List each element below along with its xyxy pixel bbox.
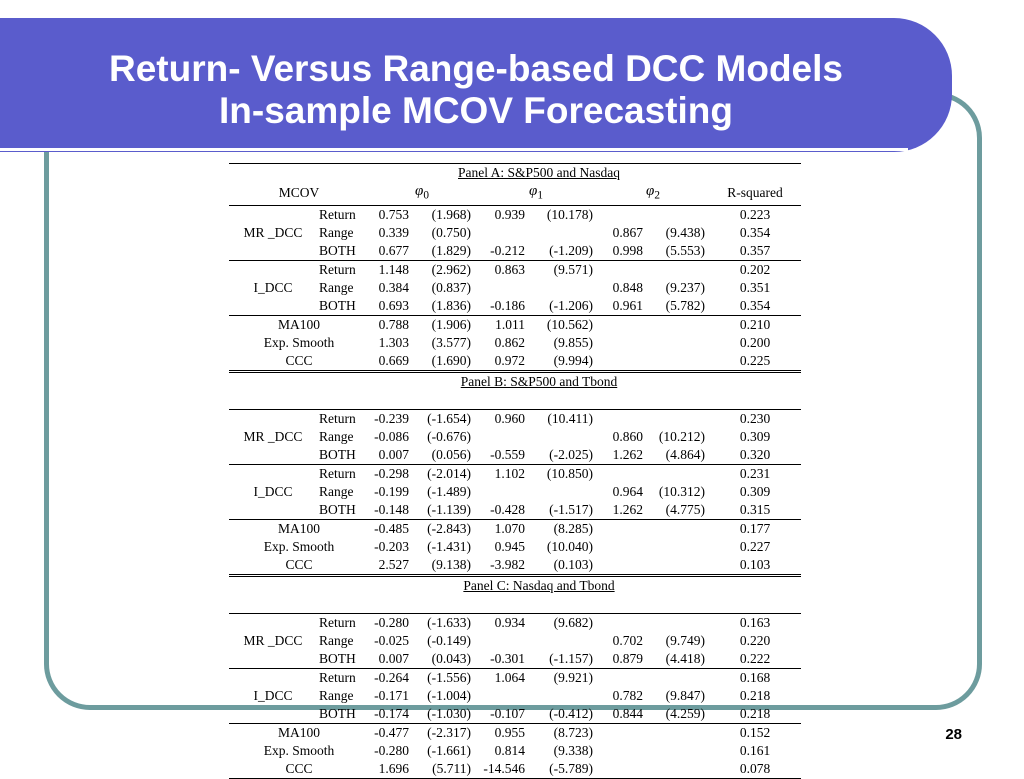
- coefficient-cell: (0.750): [431, 224, 471, 240]
- coefficient-cell: 0.007: [378, 446, 409, 462]
- sub-model-label: Range: [319, 483, 354, 499]
- r-squared-cell: 0.222: [739, 650, 771, 666]
- table-row: [229, 519, 801, 538]
- empty-cell: [597, 742, 647, 760]
- coefficient-cell: [647, 260, 709, 279]
- phi1-subscript: 1: [537, 189, 543, 202]
- sub-model-label: Range: [319, 632, 354, 648]
- r-squared-cell: 0.231: [709, 464, 801, 483]
- coefficient-cell: (0.056): [431, 446, 471, 462]
- empty-cell: [597, 538, 647, 556]
- coefficient-cell: -0.301: [490, 650, 525, 666]
- coefficient-cell: (-1.004): [427, 687, 471, 703]
- r-squared-cell: 0.309: [739, 428, 771, 444]
- coefficient-cell: (0.103): [553, 556, 593, 572]
- coefficient-cell: (8.723): [529, 723, 597, 742]
- coefficient-cell: (5.782): [665, 297, 705, 313]
- empty-cell: [597, 334, 647, 352]
- coefficient-cell: 0.677: [378, 242, 409, 258]
- mcov-header: [229, 391, 369, 410]
- coefficient-cell: (8.285): [529, 519, 597, 538]
- coefficient-cell: 0.782: [612, 687, 643, 703]
- coefficient-cell: 0.998: [612, 242, 643, 258]
- coefficient-cell: -0.264: [369, 668, 413, 687]
- sub-model-label: Range: [319, 279, 354, 295]
- coefficient-cell: 1.070: [475, 519, 529, 538]
- coefficient-cell: (-1.654): [413, 409, 475, 428]
- coefficient-cell: (5.711): [413, 760, 475, 779]
- coefficient-cell: (-2.843): [413, 519, 475, 538]
- table-row: [229, 538, 801, 556]
- panel-title: Panel B: S&P500 and Tbond: [369, 371, 709, 391]
- coefficient-cell: (4.775): [665, 501, 705, 517]
- sub-model-label: Return: [317, 668, 369, 687]
- coefficient-cell: -0.239: [369, 409, 413, 428]
- empty-cell: [597, 519, 647, 538]
- page-number: 28: [945, 726, 962, 743]
- phi1-symbol: φ: [529, 183, 538, 199]
- table-row: [229, 760, 801, 779]
- coefficient-cell: -0.477: [369, 723, 413, 742]
- mcov-header: MCOV: [278, 185, 320, 201]
- coefficient-cell: (9.682): [529, 613, 597, 632]
- coefficient-cell: 0.753: [369, 205, 413, 224]
- r-squared-cell: 0.354: [739, 297, 771, 313]
- coefficient-cell: (-0.676): [427, 428, 471, 444]
- model-label: CCC: [285, 352, 313, 368]
- empty-cell: [647, 352, 709, 372]
- coefficient-cell: 1.696: [369, 760, 413, 779]
- coefficient-cell: 0.945: [494, 538, 525, 554]
- r-squared-cell: 0.357: [739, 242, 771, 258]
- phi2-header: [597, 391, 709, 410]
- coefficient-cell: -0.203: [374, 538, 409, 554]
- coefficient-cell: (5.553): [665, 242, 705, 258]
- r-squared-cell: 0.225: [739, 352, 771, 368]
- phi2-header: [597, 595, 709, 614]
- coefficient-cell: [475, 687, 529, 705]
- coefficient-cell: -0.174: [374, 705, 409, 721]
- column-header-row: [229, 391, 801, 410]
- panel-title: Panel A: S&P500 and Nasdaq: [369, 164, 709, 183]
- table-row: [229, 352, 801, 372]
- coefficient-cell: 0.384: [378, 279, 409, 295]
- coefficient-cell: -0.280: [374, 742, 409, 758]
- coefficient-cell: -0.212: [490, 242, 525, 258]
- coefficient-cell: (9.571): [529, 260, 597, 279]
- phi0-header: [369, 182, 475, 205]
- r-squared-cell: 0.210: [709, 315, 801, 334]
- coefficient-cell: [529, 428, 597, 446]
- model-label: CCC: [229, 760, 369, 779]
- model-group-label: MR _DCC: [229, 205, 317, 260]
- coefficient-cell: [597, 613, 647, 632]
- coefficient-cell: [529, 224, 597, 242]
- r-squared-cell: 0.309: [739, 483, 771, 499]
- table-row: [229, 742, 801, 760]
- phi1-header: [475, 595, 597, 614]
- model-label: Exp. Smooth: [263, 742, 335, 758]
- model-label: Exp. Smooth: [263, 538, 335, 554]
- model-label: Exp. Smooth: [263, 334, 335, 350]
- empty-cell: [647, 519, 709, 538]
- coefficient-cell: (-1.633): [413, 613, 475, 632]
- empty-cell: [597, 352, 647, 372]
- coefficient-cell: (9.138): [431, 556, 471, 572]
- coefficient-cell: (-5.789): [529, 760, 597, 779]
- coefficient-cell: -0.485: [369, 519, 413, 538]
- empty-cell: [709, 164, 801, 183]
- table-row: [229, 668, 801, 687]
- empty-cell: [597, 760, 647, 779]
- model-group-label: MR _DCC: [229, 409, 317, 464]
- model-label: CCC: [285, 556, 313, 572]
- coefficient-cell: [597, 205, 647, 224]
- coefficient-cell: (10.850): [529, 464, 597, 483]
- coefficient-cell: [529, 687, 597, 705]
- title-banner: [0, 18, 952, 152]
- r-squared-cell: 0.161: [739, 742, 771, 758]
- coefficient-cell: (0.837): [431, 279, 471, 295]
- empty-cell: [647, 742, 709, 760]
- coefficient-cell: [647, 409, 709, 428]
- title-line-1: Return- Versus Range-based DCC Models: [109, 48, 843, 89]
- coefficient-cell: (10.562): [529, 315, 597, 334]
- r-squared-header: [709, 595, 801, 614]
- coefficient-cell: (-1.206): [549, 297, 593, 313]
- phi2-symbol: φ: [646, 183, 655, 199]
- coefficient-cell: [475, 632, 529, 650]
- r-squared-cell: 0.078: [709, 760, 801, 779]
- coefficient-cell: (-1.489): [427, 483, 471, 499]
- coefficient-cell: 0.814: [494, 742, 525, 758]
- coefficient-cell: (-2.317): [413, 723, 475, 742]
- empty-cell: [647, 556, 709, 576]
- phi1-header: [475, 391, 597, 410]
- coefficient-cell: -0.428: [490, 501, 525, 517]
- coefficient-cell: (-1.517): [549, 501, 593, 517]
- table-row: [229, 556, 801, 576]
- phi0-symbol: φ: [415, 183, 424, 199]
- coefficient-cell: 0.879: [612, 650, 643, 666]
- empty-cell: [597, 315, 647, 334]
- coefficient-cell: -0.086: [374, 428, 409, 444]
- coefficient-cell: (3.577): [431, 334, 471, 350]
- coefficient-cell: -0.199: [374, 483, 409, 499]
- coefficient-cell: [475, 483, 529, 501]
- coefficient-cell: [647, 613, 709, 632]
- coefficient-cell: [597, 464, 647, 483]
- phi2-subscript: 2: [654, 189, 660, 202]
- model-group-label: MR _DCC: [229, 613, 317, 668]
- sub-model-label: Return: [317, 464, 369, 483]
- table-row: [229, 260, 801, 279]
- coefficient-cell: 0.788: [369, 315, 413, 334]
- phi0-subscript: 0: [423, 189, 429, 202]
- panel-title: Panel C: Nasdaq and Tbond: [369, 575, 709, 595]
- coefficient-cell: [647, 668, 709, 687]
- coefficient-cell: (-1.661): [427, 742, 471, 758]
- coefficient-cell: (1.906): [413, 315, 475, 334]
- coefficient-cell: (-1.030): [427, 705, 471, 721]
- coefficient-cell: (9.921): [529, 668, 597, 687]
- sub-model-label: Return: [317, 613, 369, 632]
- title-underline: [0, 148, 908, 151]
- coefficient-cell: 1.262: [612, 446, 643, 462]
- coefficient-cell: (10.212): [658, 428, 705, 444]
- empty-cell: [647, 315, 709, 334]
- panel-title-row: [229, 371, 801, 391]
- empty-cell: [229, 371, 369, 391]
- coefficient-cell: (4.259): [665, 705, 705, 721]
- coefficient-cell: 0.867: [612, 224, 643, 240]
- sub-model-label: BOTH: [319, 297, 356, 313]
- table-row: [229, 205, 801, 224]
- coefficient-cell: (-1.209): [549, 242, 593, 258]
- coefficient-cell: 1.148: [369, 260, 413, 279]
- title-line-2: In-sample MCOV Forecasting: [219, 90, 733, 131]
- coefficient-cell: (1.836): [431, 297, 471, 313]
- coefficient-cell: 1.303: [378, 334, 409, 350]
- coefficient-cell: -0.186: [490, 297, 525, 313]
- empty-cell: [647, 538, 709, 556]
- empty-cell: [647, 334, 709, 352]
- coefficient-cell: [529, 632, 597, 650]
- sub-model-label: Range: [319, 687, 354, 703]
- panel-title-row: [229, 575, 801, 595]
- coefficient-cell: [529, 483, 597, 501]
- coefficient-cell: (9.338): [553, 742, 593, 758]
- coefficient-cell: 0.848: [612, 279, 643, 295]
- r-squared-cell: 0.163: [709, 613, 801, 632]
- coefficient-cell: (-1.157): [549, 650, 593, 666]
- coefficient-cell: (9.847): [665, 687, 705, 703]
- sub-model-label: BOTH: [319, 501, 356, 517]
- coefficient-cell: -0.171: [374, 687, 409, 703]
- coefficient-cell: (-2.025): [549, 446, 593, 462]
- r-squared-cell: 0.177: [709, 519, 801, 538]
- r-squared-header: R-squared: [727, 185, 783, 201]
- sub-model-label: Range: [319, 224, 354, 240]
- coefficient-cell: (1.829): [431, 242, 471, 258]
- r-squared-cell: 0.218: [739, 705, 771, 721]
- coefficient-cell: (1.690): [431, 352, 471, 368]
- coefficient-cell: (9.855): [553, 334, 593, 350]
- coefficient-cell: (9.994): [553, 352, 593, 368]
- r-squared-cell: 0.152: [709, 723, 801, 742]
- coefficient-cell: [475, 279, 529, 297]
- coefficient-cell: 0.669: [378, 352, 409, 368]
- coefficient-cell: (9.237): [665, 279, 705, 295]
- coefficient-cell: (10.040): [546, 538, 593, 554]
- coefficient-cell: 1.064: [475, 668, 529, 687]
- model-label: MA100: [229, 519, 369, 538]
- coefficient-cell: [597, 668, 647, 687]
- coefficient-cell: (-2.014): [413, 464, 475, 483]
- r-squared-cell: 0.354: [739, 224, 771, 240]
- coefficient-cell: -0.148: [374, 501, 409, 517]
- coefficient-cell: 2.527: [378, 556, 409, 572]
- sub-model-label: Range: [319, 428, 354, 444]
- coefficient-cell: 0.955: [475, 723, 529, 742]
- coefficient-cell: (10.312): [658, 483, 705, 499]
- coefficient-cell: 1.011: [475, 315, 529, 334]
- r-squared-cell: 0.168: [709, 668, 801, 687]
- coefficient-cell: (-0.412): [549, 705, 593, 721]
- r-squared-cell: 0.200: [739, 334, 771, 350]
- empty-cell: [229, 164, 369, 183]
- coefficient-cell: (-0.149): [427, 632, 471, 648]
- coefficient-cell: [475, 428, 529, 446]
- coefficient-cell: (4.418): [665, 650, 705, 666]
- table-row: [229, 723, 801, 742]
- phi2-header: [597, 182, 709, 205]
- sub-model-label: BOTH: [319, 242, 356, 258]
- coefficient-cell: (10.411): [529, 409, 597, 428]
- coefficient-cell: -0.298: [369, 464, 413, 483]
- empty-cell: [647, 760, 709, 779]
- coefficient-cell: [597, 409, 647, 428]
- coefficient-cell: 0.960: [475, 409, 529, 428]
- sub-model-label: Return: [317, 260, 369, 279]
- coefficient-cell: [597, 260, 647, 279]
- column-header-row: [229, 182, 801, 205]
- coefficient-cell: (9.749): [665, 632, 705, 648]
- empty-cell: [597, 556, 647, 576]
- r-squared-cell: 0.315: [739, 501, 771, 517]
- r-squared-cell: 0.320: [739, 446, 771, 462]
- coefficient-cell: (-1.139): [427, 501, 471, 517]
- coefficient-cell: [475, 224, 529, 242]
- r-squared-cell: 0.230: [709, 409, 801, 428]
- r-squared-cell: 0.218: [739, 687, 771, 703]
- coefficient-cell: 1.262: [612, 501, 643, 517]
- phi0-header: [369, 391, 475, 410]
- coefficient-cell: [647, 205, 709, 224]
- panel-title-row: [229, 164, 801, 183]
- r-squared-cell: 0.223: [709, 205, 801, 224]
- r-squared-cell: 0.103: [739, 556, 771, 572]
- coefficient-cell: (1.968): [413, 205, 475, 224]
- table-row: [229, 613, 801, 632]
- coefficient-cell: 0.863: [475, 260, 529, 279]
- coefficient-cell: (9.438): [665, 224, 705, 240]
- coefficient-cell: 0.693: [378, 297, 409, 313]
- mcov-table-body: [229, 164, 801, 779]
- coefficient-cell: -0.559: [490, 446, 525, 462]
- phi0-header: [369, 595, 475, 614]
- empty-cell: [709, 575, 801, 595]
- mcov-header: [229, 595, 369, 614]
- coefficient-cell: 0.702: [612, 632, 643, 648]
- coefficient-cell: -0.107: [490, 705, 525, 721]
- table-row: [229, 334, 801, 352]
- model-label: MA100: [229, 315, 369, 334]
- coefficient-cell: -0.025: [374, 632, 409, 648]
- phi1-header: [475, 182, 597, 205]
- empty-cell: [709, 371, 801, 391]
- r-squared-cell: 0.220: [739, 632, 771, 648]
- model-group-label: I_DCC: [229, 260, 317, 315]
- coefficient-cell: 0.934: [475, 613, 529, 632]
- coefficient-cell: -14.546: [475, 760, 529, 779]
- slide-title: [0, 48, 952, 132]
- coefficient-cell: 0.339: [378, 224, 409, 240]
- coefficient-cell: -0.280: [369, 613, 413, 632]
- coefficient-cell: 0.007: [378, 650, 409, 666]
- coefficient-cell: 0.844: [612, 705, 643, 721]
- empty-cell: [647, 723, 709, 742]
- sub-model-label: Return: [317, 205, 369, 224]
- empty-cell: [597, 723, 647, 742]
- coefficient-cell: 0.961: [612, 297, 643, 313]
- coefficient-cell: 0.860: [612, 428, 643, 444]
- coefficient-cell: 0.972: [494, 352, 525, 368]
- coefficient-cell: (-1.556): [413, 668, 475, 687]
- r-squared-cell: 0.227: [739, 538, 771, 554]
- coefficient-cell: (0.043): [431, 650, 471, 666]
- table-row: [229, 315, 801, 334]
- coefficient-cell: (4.864): [665, 446, 705, 462]
- coefficient-cell: (10.178): [529, 205, 597, 224]
- coefficient-cell: [647, 464, 709, 483]
- coefficient-cell: (-1.431): [427, 538, 471, 554]
- coefficient-cell: (2.962): [413, 260, 475, 279]
- sub-model-label: Return: [317, 409, 369, 428]
- sub-model-label: BOTH: [319, 446, 356, 462]
- model-label: MA100: [229, 723, 369, 742]
- coefficient-cell: [529, 279, 597, 297]
- r-squared-cell: 0.202: [709, 260, 801, 279]
- r-squared-header: [709, 391, 801, 410]
- mcov-table: [229, 163, 801, 779]
- table-row: [229, 464, 801, 483]
- table-row: [229, 409, 801, 428]
- mcov-table-container: [229, 163, 801, 779]
- coefficient-cell: -3.982: [490, 556, 525, 572]
- column-header-row: [229, 595, 801, 614]
- model-group-label: I_DCC: [229, 464, 317, 519]
- r-squared-cell: 0.351: [739, 279, 771, 295]
- coefficient-cell: 0.862: [494, 334, 525, 350]
- sub-model-label: BOTH: [319, 650, 356, 666]
- sub-model-label: BOTH: [319, 705, 356, 721]
- empty-cell: [229, 575, 369, 595]
- coefficient-cell: 1.102: [475, 464, 529, 483]
- coefficient-cell: 0.939: [475, 205, 529, 224]
- coefficient-cell: 0.964: [612, 483, 643, 499]
- model-group-label: I_DCC: [229, 668, 317, 723]
